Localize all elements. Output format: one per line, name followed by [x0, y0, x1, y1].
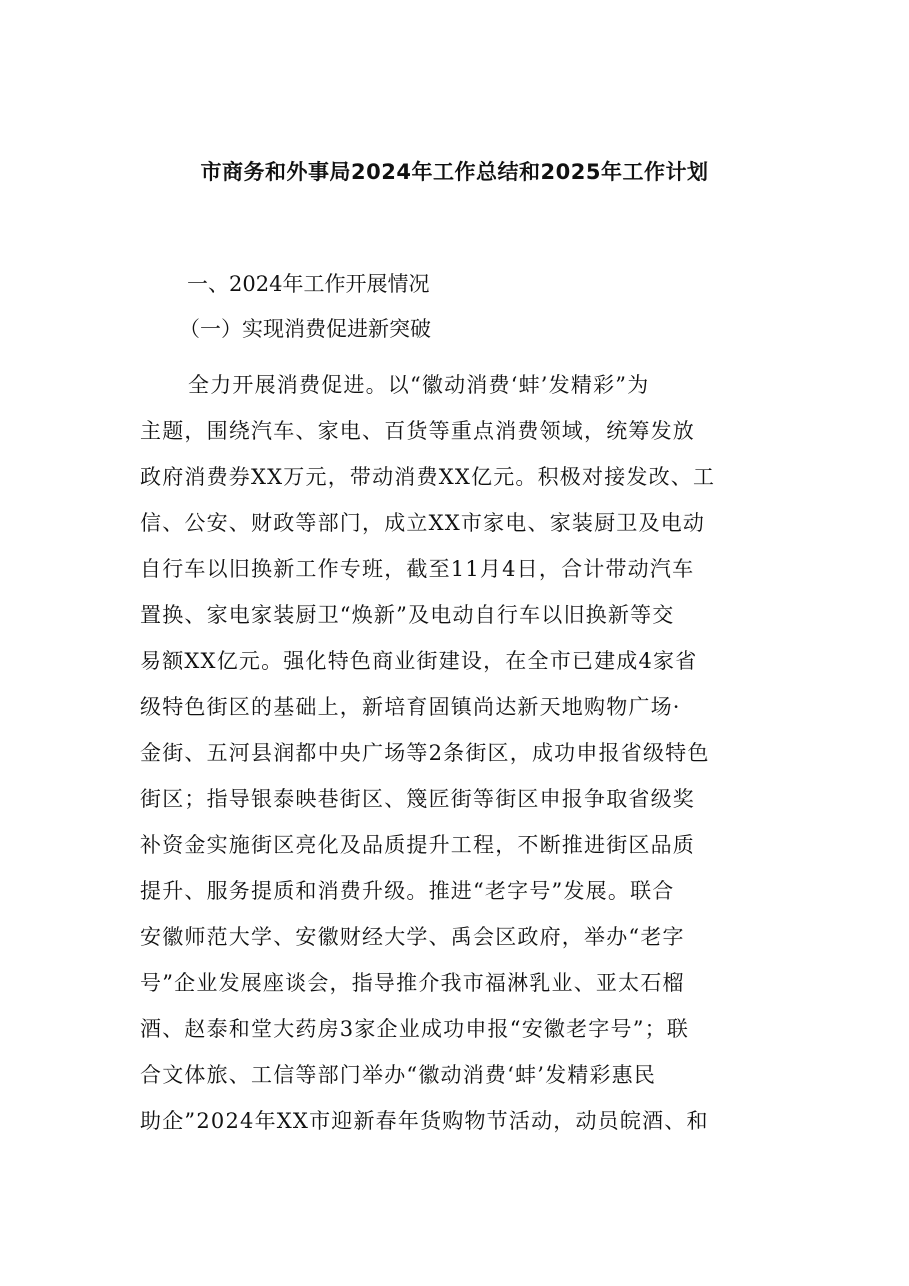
paragraph-line: 补资金实施街区亮化及品质提升工程，不断推进街区品质: [140, 833, 695, 857]
paragraph-line: 易额XX亿元。强化特色商业街建设，在全市已建成4家省: [140, 649, 698, 673]
subsection-heading: （一）实现消费促进新突破: [179, 317, 431, 341]
paragraph-line: 全力开展消费促进。以“徽动消费‘蚌’发精彩”为: [188, 373, 650, 397]
document-title: 市商务和外事局2024年工作总结和2025年工作计划: [200, 160, 709, 184]
paragraph-line: 主题，围绕汽车、家电、百货等重点消费领域，统筹发放: [140, 419, 695, 443]
body-paragraph: [140, 362, 772, 1144]
paragraph-line: 自行车以旧换新工作专班，截至11月4日，合计带动汽车: [140, 557, 695, 581]
paragraph-line: 信、公安、财政等部门，成立XX市家电、家装厨卫及电动: [140, 511, 706, 535]
section-heading: 一、2024年工作开展情况: [187, 272, 430, 296]
paragraph-line: 级特色街区的基础上，新培育固镇尚达新天地购物广场·: [140, 695, 681, 719]
paragraph-line: 提升、服务提质和消费升级。推进“老字号”发展。联合: [140, 879, 675, 903]
paragraph-line: 助企”2024年XX市迎新春年货购物节活动，动员皖酒、和: [140, 1109, 709, 1133]
paragraph-line: 金街、五河县润都中央广场等2条街区，成功申报省级特色: [140, 741, 710, 765]
paragraph-line: 合文体旅、工信等部门举办“徽动消费‘蚌’发精彩惠民: [140, 1063, 657, 1087]
paragraph-line: 街区；指导银泰映巷街区、篾匠街等街区申报争取省级奖: [140, 787, 695, 811]
paragraph-line: 政府消费券XX万元，带动消费XX亿元。积极对接发改、工: [140, 465, 716, 489]
paragraph-line: 置换、家电家装厨卫“焕新”及电动自行车以旧换新等交: [140, 603, 675, 627]
paragraph-line: 号”企业发展座谈会，指导推介我市福淋乳业、亚太石榴: [140, 971, 685, 995]
paragraph-line: 安徽师范大学、安徽财经大学、禹会区政府，举办“老字: [140, 925, 685, 949]
paragraph-line: 酒、赵泰和堂大药房3家企业成功申报“安徽老字号”；联: [140, 1017, 690, 1041]
